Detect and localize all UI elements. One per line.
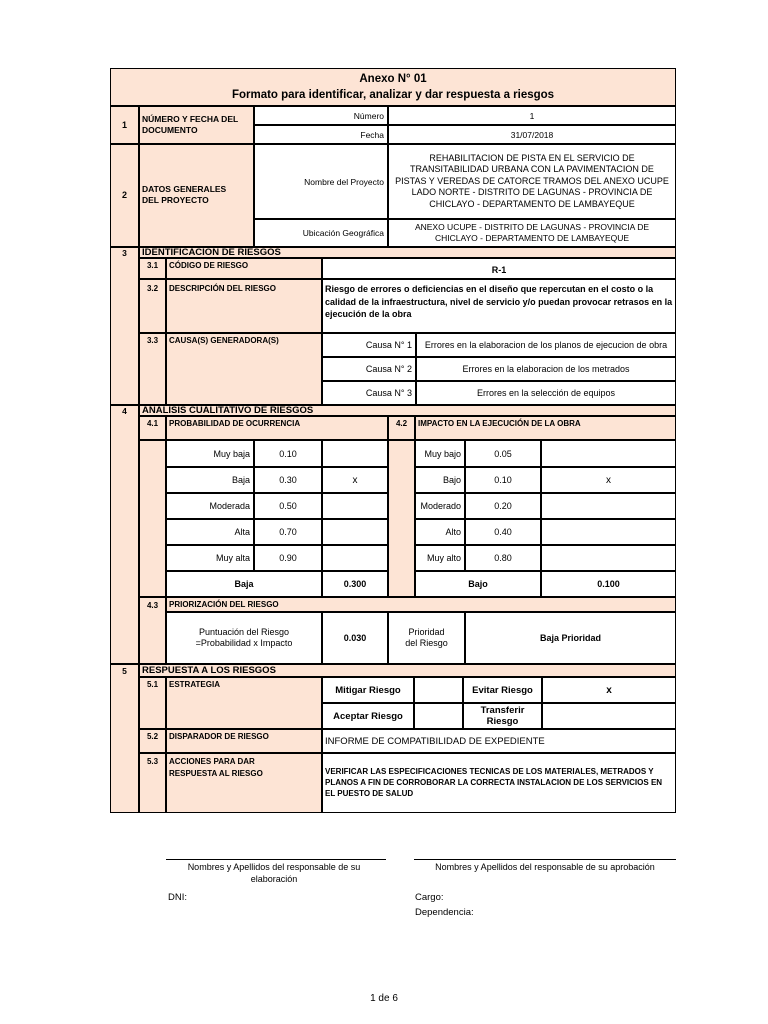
- dependencia-label: Dependencia:: [415, 907, 474, 918]
- imp-mark-4: [541, 545, 676, 571]
- prob-mark-1: x: [322, 467, 388, 493]
- s4-number: 4: [110, 405, 139, 664]
- causa-3-label-cell: Causa N° 3: [322, 381, 416, 405]
- s5-title-bar: [139, 664, 676, 677]
- priority-value: Baja Prioridad: [539, 633, 602, 643]
- trigger-value-cell: [322, 729, 676, 753]
- r31-label: CÓDIGO DE RIESGO: [166, 258, 322, 279]
- risk-description-cell: [322, 279, 676, 333]
- location-value: ANEXO UCUPE - DISTRITO DE LAGUNAS - PROVINCIA DE CHICLAYO - DEPARTAMENTO DE LAMBAYEQUE: [414, 222, 650, 243]
- risk-description: Riesgo de errores o deficiencias en el diseño que repercutan en el costo o la calidad de la infraestructura, nivel de servicio y/o puedan provocar retrasos en la ejecución de la obra: [325, 284, 673, 319]
- imp-label-2: Moderado: [415, 493, 465, 519]
- prob-label-0: Muy baja: [166, 440, 254, 467]
- causa-3-value-cell: Errores en la selección de equipos: [416, 381, 676, 405]
- s5-number: 5: [110, 664, 139, 813]
- prioridad-label-cell: Prioridad del Riesgo: [388, 612, 465, 664]
- prioridad-value-cell: [465, 612, 676, 664]
- pr-label-bar: PRIORIZACIÓN DEL RIESGO: [166, 597, 676, 612]
- imp-value-3: 0.40: [465, 519, 541, 545]
- s4-title: ANÁLISIS CUALITATIVO DE RIESGOS: [142, 405, 314, 416]
- aceptar-mark-cell: [414, 703, 463, 729]
- prob-result-value: 0.300: [322, 571, 388, 597]
- prob-label-1: Baja: [166, 467, 254, 493]
- signature-line-right: [414, 859, 676, 860]
- page-number: 1 de 6: [370, 993, 398, 1004]
- annex-title: Anexo N° 01: [359, 73, 427, 85]
- imp-mark-1: x: [541, 467, 676, 493]
- s2-label: DATOS GENERALES DEL PROYECTO: [139, 144, 254, 247]
- ubicacion-value-cell: [388, 219, 676, 247]
- signature-line-left: [166, 859, 386, 860]
- numero-value-cell: 1: [388, 106, 676, 125]
- r33-label: CAUSA(S) GENERADORA(S): [166, 333, 322, 405]
- i-label: IMPACTO EN LA EJECUCIÓN DE LA OBRA: [415, 416, 676, 440]
- pr-num: 4.3: [139, 597, 166, 664]
- a-label: ACCIONES PARA DAR RESPUESTA AL RIESGO: [166, 753, 322, 813]
- evitar-mark-cell: x: [542, 677, 676, 703]
- numero-label-cell: Número: [254, 106, 388, 125]
- causa-1-label-cell: Causa N° 1: [322, 333, 416, 357]
- nombre-value-cell: [388, 144, 676, 219]
- s3-title-bar: [139, 247, 676, 258]
- aceptar-label-cell: Aceptar Riesgo: [322, 703, 414, 729]
- cargo-label: Cargo:: [415, 892, 444, 903]
- e-num: 5.1: [139, 677, 166, 729]
- annex-subtitle: Formato para identificar, analizar y dar respuesta a riesgos: [231, 89, 555, 101]
- causa-2-label-cell: Causa N° 2: [322, 357, 416, 381]
- transferir-label-cell: Transferir Riesgo: [463, 703, 542, 729]
- prob-mark-4: [322, 545, 388, 571]
- imp-mark-2: [541, 493, 676, 519]
- imp-label-0: Muy bajo: [415, 440, 465, 467]
- prob-value-2: 0.50: [254, 493, 322, 519]
- fecha-value-cell: 31/07/2018: [388, 125, 676, 144]
- prob-label-2: Moderada: [166, 493, 254, 519]
- p-num: 4.1: [139, 416, 166, 440]
- prob-value-3: 0.70: [254, 519, 322, 545]
- annex-header: [110, 68, 676, 106]
- s3-title: IDENTIFICACION DE RIESGOS: [142, 247, 281, 258]
- p-label: PROBABILIDAD DE OCURRENCIA: [166, 416, 388, 440]
- d-num: 5.2: [139, 729, 166, 753]
- p-spacer: [139, 440, 166, 597]
- i-num: 4.2: [388, 416, 415, 440]
- prob-label-4: Muy alta: [166, 545, 254, 571]
- imp-label-3: Alto: [415, 519, 465, 545]
- prob-value-4: 0.90: [254, 545, 322, 571]
- s4-title-bar: [139, 405, 676, 416]
- prob-mark-0: [322, 440, 388, 467]
- prob-mark-2: [322, 493, 388, 519]
- a-num: 5.3: [139, 753, 166, 813]
- imp-value-2: 0.20: [465, 493, 541, 519]
- imp-value-4: 0.80: [465, 545, 541, 571]
- prob-value-0: 0.10: [254, 440, 322, 467]
- risk-code-cell: [322, 258, 676, 279]
- mitigar-label-cell: Mitigar Riesgo: [322, 677, 414, 703]
- r33-num: 3.3: [139, 333, 166, 405]
- causa-2-value-cell: Errores en la elaboracion de los metrados: [416, 357, 676, 381]
- imp-result-label: Bajo: [415, 571, 541, 597]
- prob-result-label: Baja: [166, 571, 322, 597]
- puntuacion-label-cell: Puntuación del Riesgo =Probabilidad x Impacto: [166, 612, 322, 664]
- imp-result-value: 0.100: [541, 571, 676, 597]
- d-label: DISPARADOR DE RIESGO: [166, 729, 322, 753]
- ubicacion-label-cell: Ubicación Geográfica: [254, 219, 388, 247]
- risk-code: R-1: [491, 265, 507, 275]
- imp-value-1: 0.10: [465, 467, 541, 493]
- r32-label: DESCRIPCIÓN DEL RIESGO: [166, 279, 322, 333]
- imp-mark-0: [541, 440, 676, 467]
- fecha-label-cell: Fecha: [254, 125, 388, 144]
- causa-1-value-cell: Errores en la elaboracion de los planos de ejecucion de obra: [416, 333, 676, 357]
- puntuacion-value-cell: 0.030: [322, 612, 388, 664]
- imp-value-0: 0.05: [465, 440, 541, 467]
- prob-mark-3: [322, 519, 388, 545]
- dni-label: DNI:: [168, 892, 187, 903]
- mitigar-mark-cell: [414, 677, 463, 703]
- r32-num: 3.2: [139, 279, 166, 333]
- r31-num: 3.1: [139, 258, 166, 279]
- s1-label: NÚMERO Y FECHA DEL DOCUMENTO: [139, 106, 254, 144]
- prob-label-3: Alta: [166, 519, 254, 545]
- e-label: ESTRATEGIA: [166, 677, 322, 729]
- actions-value-cell: [322, 753, 676, 813]
- imp-label-4: Muy alto: [415, 545, 465, 571]
- i-spacer: [388, 440, 415, 597]
- prob-value-1: 0.30: [254, 467, 322, 493]
- imp-mark-3: [541, 519, 676, 545]
- s1-number: 1: [110, 106, 139, 144]
- trigger-value: INFORME DE COMPATIBILIDAD DE EXPEDIENTE: [325, 735, 545, 747]
- project-name: REHABILITACION DE PISTA EN EL SERVICIO DE TRANSITABILIDAD URBANA CON LA PAVIMENTACION DE PISTAS Y VEREDAS DE CATORCE TRAMOS DEL ANEXO UCUPE LADO NORTE - DISTRITO DE LAGUNAS - PROVINCIA DE CHICLAYO - DEPARTAMENTO DE LAMBAYEQUE: [395, 152, 669, 209]
- s5-title: RESPUESTA A LOS RIESGOS: [142, 665, 276, 676]
- nombre-label-cell: Nombre del Proyecto: [254, 144, 388, 219]
- evitar-label-cell: Evitar Riesgo: [463, 677, 542, 703]
- s3-number: 3: [110, 247, 139, 405]
- actions-value: VERIFICAR LAS ESPECIFICACIONES TECNICAS DE LOS MATERIALES, METRADOS Y PLANOS A FIN DE CORROBORAR LA CORRECTA INSTALACION DE LOS SERVICIOS EN EL PUESTO DE SALUD: [325, 767, 663, 798]
- transferir-mark-cell: [542, 703, 676, 729]
- imp-label-1: Bajo: [415, 467, 465, 493]
- signature-caption-right: Nombres y Apellidos del responsable de su aprobación: [435, 862, 655, 872]
- signature-caption-left: Nombres y Apellidos del responsable de su elaboración: [187, 862, 361, 884]
- s2-number: 2: [110, 144, 139, 247]
